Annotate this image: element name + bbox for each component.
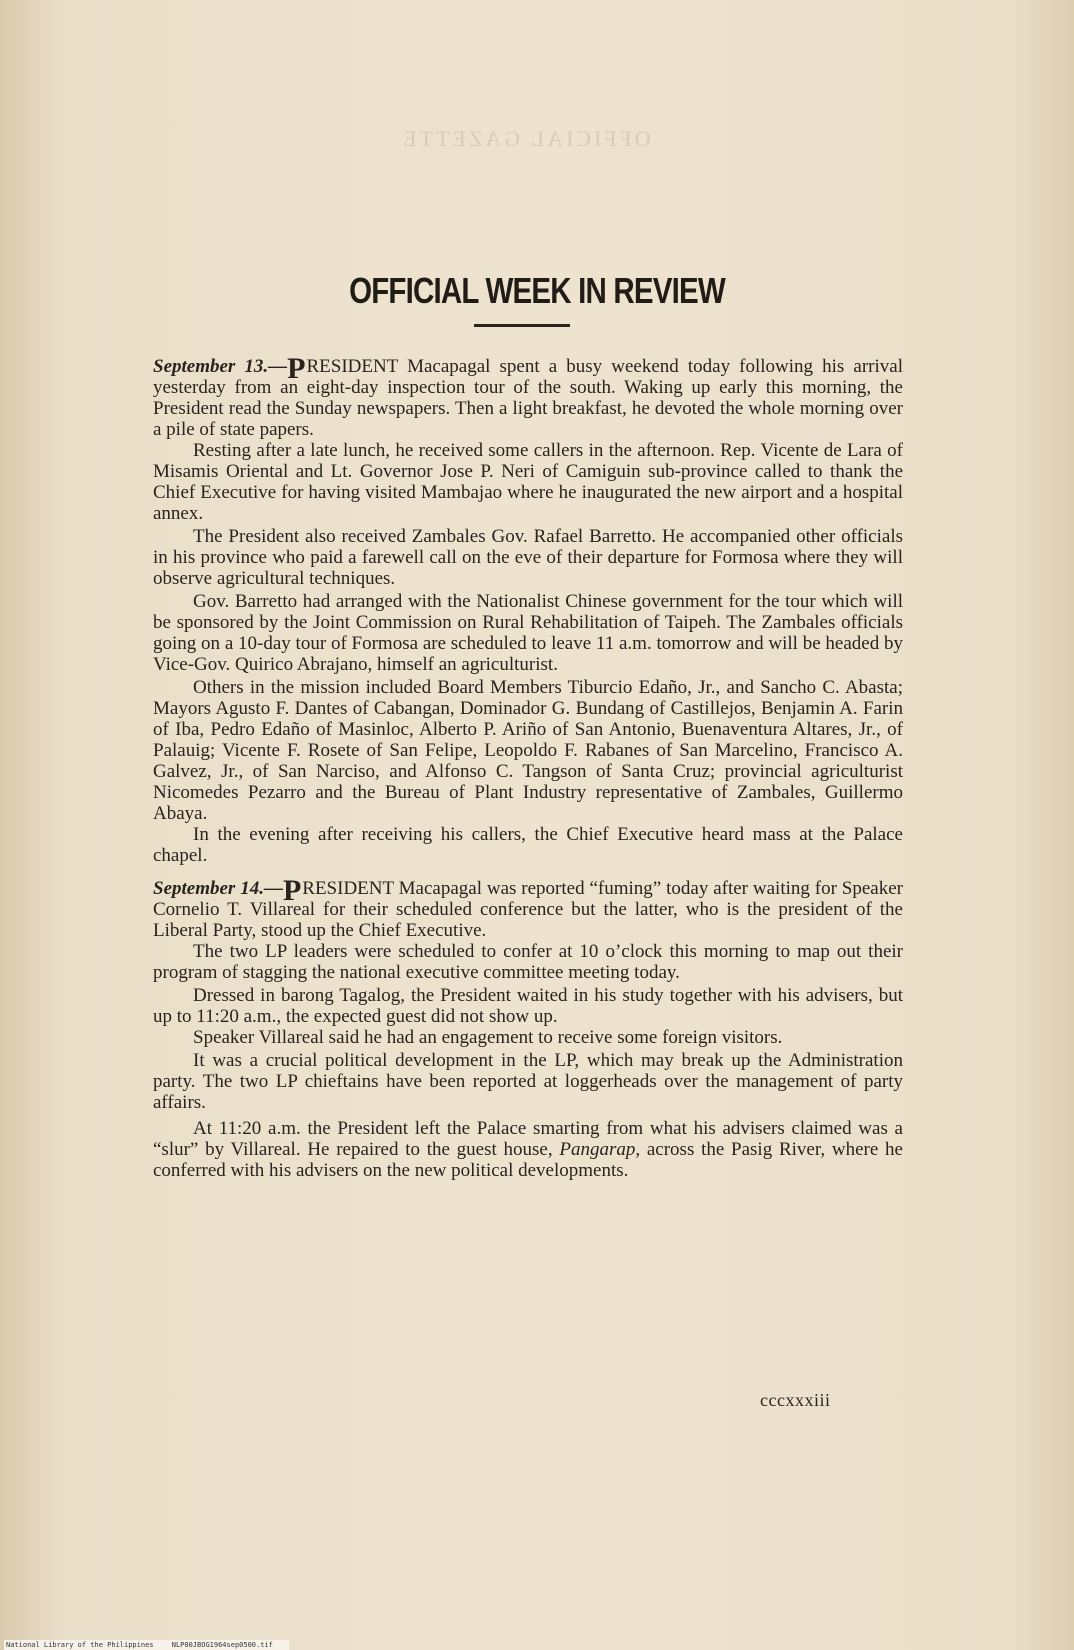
entry-date: September 14.— [153, 878, 283, 899]
text-run: , across the Pasig River, where he conferred with his advisers on the new political developments. [153, 1139, 903, 1181]
paragraph: In the evening after receiving his callers, the Chief Executive heard mass at the Palace chapel. [153, 824, 903, 866]
title-rule [474, 324, 570, 327]
lead-text: RESIDENT Macapagal was reported “fuming” today after waiting for Speaker Cornelio T. Villareal for their scheduled conference but the latter, who is the president of the Liberal Party, stood up the Chief Executive. [153, 878, 903, 941]
scan-footer [4, 1640, 289, 1650]
paragraph: The President also received Zambales Gov. Rafael Barretto. He accompanied other officials in his province who paid a farewell call on the eve of their departure for Formosa where they will observe agricultural techniques. [153, 526, 903, 589]
italic-run: Pangarap [559, 1139, 636, 1160]
bleed-through-header: OFFICIAL GAZETTE [400, 126, 651, 151]
paragraph: Dressed in barong Tagalog, the President waited in his study together with his advisers, but up to 11:20 a.m., the expected guest did not show up. [153, 985, 903, 1027]
paragraph: Gov. Barretto had arranged with the Nationalist Chinese government for the tour which will be sponsored by the Joint Commission on Rural Rehabilitation of Taipeh. The Zambales officials going on a 10-day tour of Formosa are scheduled to leave 11 a.m. tomorrow and will be headed by Vice-Gov. Quirico Abrajano, himself an agriculturist. [153, 591, 903, 675]
paragraph: The two LP leaders were scheduled to confer at 10 o’clock this morning to map out their program of stagging the national executive committee meeting today. [153, 941, 903, 983]
drop-cap: P [287, 352, 306, 385]
page-title: OFFICIAL WEEK IN REVIEW [349, 270, 725, 311]
scan-institution: National Library of the Philippines [6, 1641, 154, 1649]
scan-filename: NLP00JBOG1964sep0500.tif [171, 1641, 273, 1649]
drop-cap: P [282, 874, 302, 907]
text-run: At 11:20 a.m. the President left the Palace smarting from what his advisers claimed was a “slur” by Villareal. He repaired to the guest house, [153, 1118, 903, 1160]
entry-date: September 13.— [153, 356, 288, 377]
page-folio: cccxxxiii [760, 1390, 831, 1410]
paragraph: It was a crucial political development in the LP, which may break up the Administration party. The two LP chieftains have been reported at loggerheads over the management of party affairs. [153, 1050, 903, 1113]
paragraph-final [153, 1118, 903, 1181]
paragraph: Speaker Villareal said he had an engagement to receive some foreign visitors. [193, 1027, 783, 1048]
entry-sept-13-lead [153, 352, 903, 440]
paragraph: Others in the mission included Board Members Tiburcio Edaño, Jr., and Sancho C. Abasta; Mayors Agusto F. Dantes of Cabangan, Dominador G. Bundang of Castillejos, Benjamin A. Farin of Iba, Pedro Edaño of Masinloc, Alberto P. Ariño of San Antonio, Buenaventura Altares, Jr., of Palauig; Vicente F. Rosete of San Felipe, Leopoldo F. Rabanes of San Marcelino, Francisco A. Galvez, Jr., of San Narciso, and Alfonso C. Tangson of Santa Cruz; provincial agriculturist Nicomedes Pezarro and the Bureau of Plant Industry representative of Zambales, Guillermo Abaya. [153, 677, 903, 824]
entry-sept-14-lead [153, 874, 903, 941]
paragraph: Resting after a late lunch, he received some callers in the afternoon. Rep. Vicente de Lara of Misamis Oriental and Lt. Governor Jose P. Neri of Camiguin sub-province called to thank the Chief Executive for having visited Mambajao where he inaugurated the new airport and a hospital annex. [153, 440, 903, 524]
article-body [153, 352, 903, 1181]
lead-text: RESIDENT Macapagal spent a busy weekend today following his arrival yesterday from an eight-day inspection tour of the south. Waking up early this morning, the President read the Sunday newspapers. Then a light breakfast, he devoted the whole morning over a pile of state papers. [153, 356, 903, 440]
